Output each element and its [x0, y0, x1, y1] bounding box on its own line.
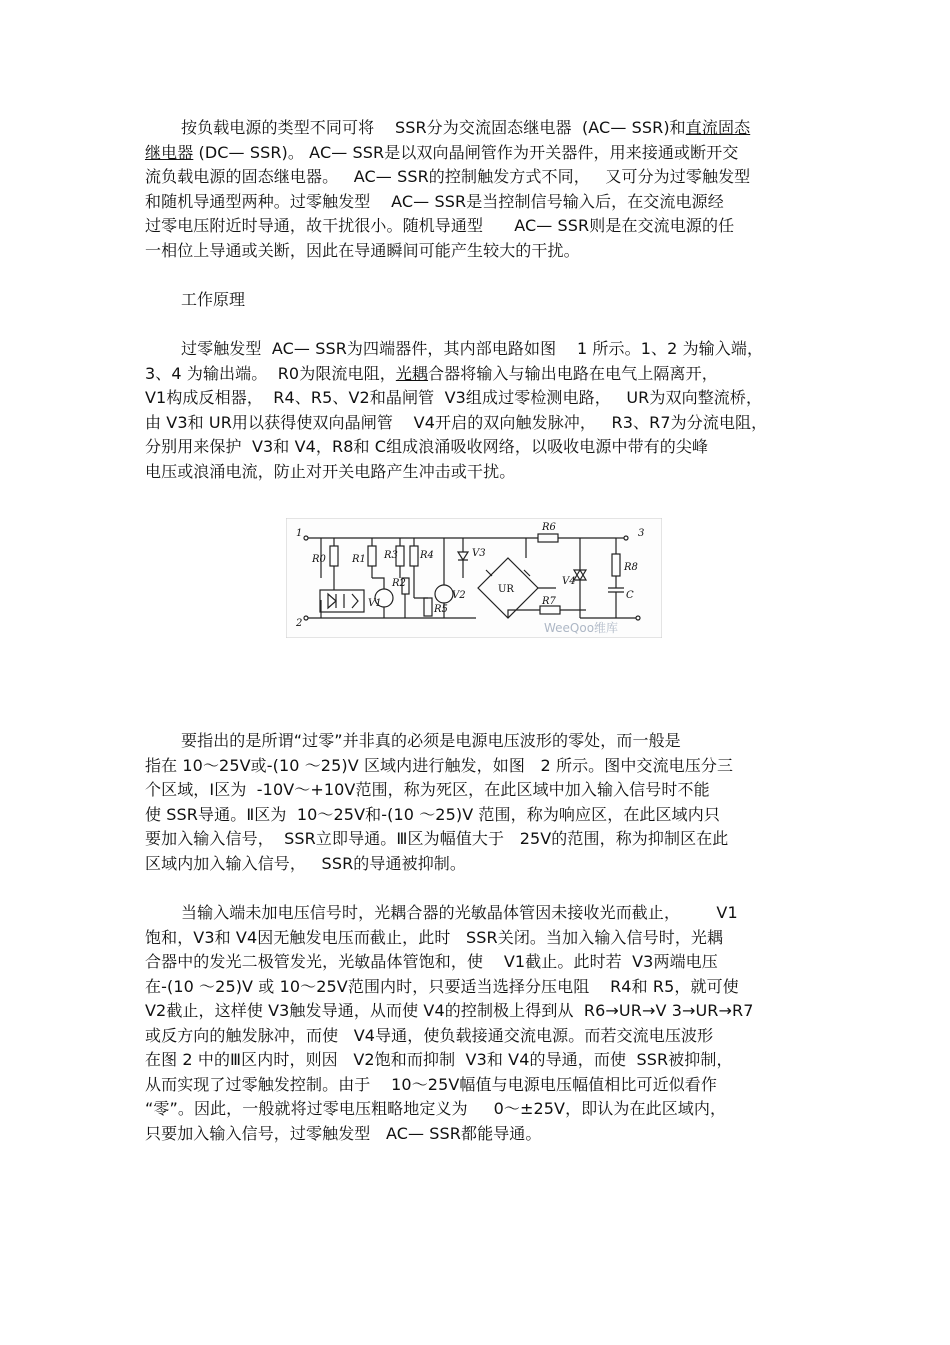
text-line: 区域内加入输入信号， SSR的导通被抑制。: [145, 853, 466, 873]
text-line: 由 V3和 UR用以获得使双向晶闸管 V4开启的双向触发脉冲， R3、R7为分流电阻，: [145, 412, 768, 432]
text-line: 电压或浪涌电流，防止对开关电路产生冲击或干扰。: [145, 461, 516, 481]
text-line: 合器中的发光二极管发光，光敏晶体管饱和，使 V1截止。此时若 V3两端电压: [145, 952, 718, 971]
text-line: 合器将输入与输出电路在电气上隔离开，: [428, 363, 718, 383]
section-heading: 工作原理: [181, 290, 246, 309]
text-line: 和随机导通型两种。过零触发型 AC— SSR是当控制信号输入后，在交流电源经: [145, 191, 724, 211]
watermark: WeeQoo维库: [544, 621, 619, 635]
component-label: R8: [624, 562, 638, 573]
component-label: R1: [352, 554, 366, 565]
text-line: 要指出的是所谓“过零”并非真的必须是电源电压波形的零处，而一般是: [181, 731, 681, 750]
underlined-term-relay: 继电器: [145, 142, 194, 162]
text-line: 当输入端未加电压信号时，光耦合器的光敏晶体管因未接收光而截止， V1: [181, 903, 738, 922]
text-line: 流负载电源的固态继电器。 AC— SSR的控制触发方式不同， 又可分为过零触发型: [145, 167, 751, 186]
text-line: 只要加入输入信号，过零触发型 AC— SSR都能导通。: [145, 1123, 542, 1143]
paragraph-ssr-types: [145, 116, 815, 263]
component-label: V4: [562, 576, 576, 587]
paragraph-working-principle: [145, 337, 815, 484]
text-line: V2截止，这样使 V3触发导通，从而使 V4的控制极上得到从 R6→UR→V 3→UR→R7: [145, 1001, 754, 1020]
component-label: R2: [392, 578, 406, 589]
text-line: 饱和，V3和 V4因无触发电压而截止，此时 SSR关闭。当加入输入信号时，光耦: [145, 927, 724, 947]
text-line: 使 SSR导通。Ⅱ区为 10～25V和-(10 ～25)V 范围，称为响应区，在此区域内只: [145, 804, 720, 824]
text-line: 一相位上导通或关断，因此在导通瞬间可能产生较大的干扰。: [145, 240, 580, 260]
text-line: 过零电压附近时导通，故干扰很小。随机导通型 AC— SSR则是在交流电源的任: [145, 216, 735, 235]
component-label: R3: [384, 550, 398, 561]
component-label: V3: [472, 548, 486, 559]
component-label: V1: [368, 598, 382, 609]
text-line: 或反方向的触发脉冲，而使 V4导通，使负载接通交流电源。而若交流电压波形: [145, 1025, 714, 1045]
text-line: 过零触发型 AC— SSR为四端器件，其内部电路如图 1 所示。1、2 为输入端，: [181, 339, 764, 358]
component-label: R0: [312, 554, 326, 565]
component-label: C: [626, 590, 634, 601]
component-label: R4: [420, 550, 434, 561]
paragraph-zero-crossing: [145, 729, 815, 876]
component-label: R7: [542, 596, 556, 607]
paragraph-operation: [145, 901, 815, 1146]
text-line: 按负载电源的类型不同可将 SSR分为交流固态继电器 (AC— SSR)和: [181, 118, 686, 137]
underlined-term-optocoupler: 光耦: [395, 363, 429, 383]
text-line: 要加入输入信号， SSR立即导通。Ⅲ区为幅值大于 25V的范围，称为抑制区在此: [145, 829, 729, 848]
text-line: “零”。因此，一般就将过零电压粗略地定义为 0～±25V，即认为在此区域内，: [145, 1099, 727, 1118]
text-line: 指在 10～25V或-(10 ～25)V 区域内进行触发，如图 2 所示。图中交流电压分三: [145, 755, 734, 775]
text-line: 在-(10 ～25)V 或 10～25V范围内时，只要适当选择分压电阻 R4和 R5，就可使: [145, 976, 739, 996]
component-label: R5: [434, 604, 448, 615]
text-line: 从而实现了过零触发控制。由于 10～25V幅值与电源电压幅值相比可近似看作: [145, 1074, 718, 1094]
component-label: R6: [542, 522, 556, 533]
circuit-diagram-figure: [286, 518, 662, 638]
text-line: (DC— SSR)。 AC— SSR是以双向晶闸管作为开关器件，用来接通或断开交: [193, 142, 739, 162]
component-label: UR: [498, 584, 514, 595]
underlined-term-dc-ssr: 直流固态: [685, 118, 751, 137]
text-line: 在图 2 中的Ⅲ区内时，则因 V2饱和而抑制 V3和 V4的导通，而使 SSR被抑制，: [145, 1050, 733, 1069]
text-line: 分别用来保护 V3和 V4，R8和 C组成浪涌吸收网络，以吸收电源中带有的尖峰: [145, 437, 709, 456]
terminal-label: 3: [638, 528, 645, 539]
text-line: 3、4 为输出端。 R0为限流电阻，: [145, 363, 396, 383]
text-line: 个区域，Ⅰ区为 -10V～+10V范围，称为死区，在此区域中加入输入信号时不能: [145, 780, 710, 799]
circuit-diagram: [286, 518, 662, 638]
text-line: V1构成反相器， R4、R5、V2和晶闸管 V3组成过零检测电路， UR为双向整流桥，: [145, 388, 763, 407]
terminal-label: 1: [296, 528, 303, 539]
terminal-label: 2: [296, 618, 303, 629]
component-label: V2: [452, 590, 466, 601]
